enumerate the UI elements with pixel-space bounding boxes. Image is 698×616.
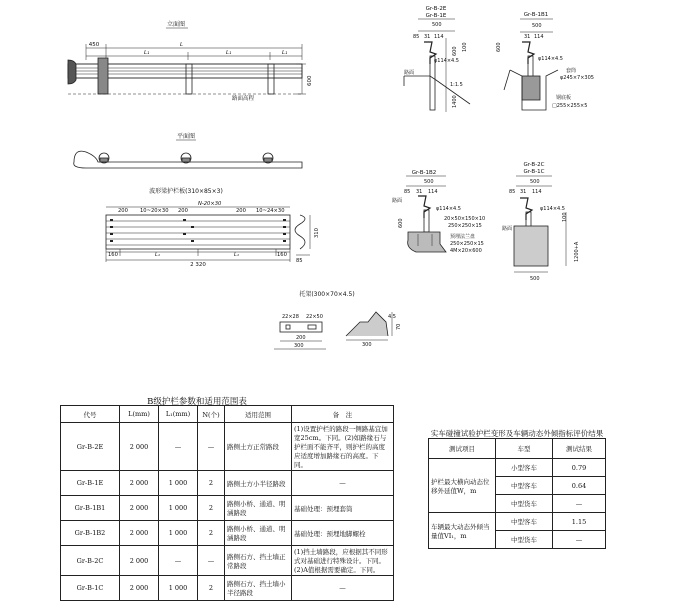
panel-title: 波形梁护栏板(310×85×3) [149, 188, 223, 195]
table-cell: — [198, 546, 225, 576]
table-cell: 中型货车 [496, 495, 553, 513]
table-cell: — [553, 495, 606, 513]
table-cell: 2 [198, 576, 225, 601]
sec-1b2-bolt: 4M×20×600 [450, 248, 482, 254]
table-row [61, 496, 394, 521]
panel-slot: N-20×30 [198, 201, 222, 207]
table2-header: 测试结果 [553, 439, 606, 459]
table-cell: 小型客车 [496, 459, 553, 477]
table-cell: 基础处理：预埋套筒 [292, 496, 394, 521]
panel-L1-a: L₁ [155, 252, 160, 258]
table2-header: 车型 [496, 439, 553, 459]
sec-1b2-dim-500: 500 [424, 179, 434, 185]
table-cell: Gr-B-1C [61, 576, 120, 601]
dim-L1-a: L₁ [144, 50, 150, 56]
panel-total: 2 320 [190, 262, 206, 268]
section-2e-drawing [404, 19, 470, 112]
table-row [429, 459, 606, 477]
table1-header: 代号 [61, 406, 120, 423]
table-cell: 1 000 [159, 471, 198, 496]
sec-2e-title1: Gr-B-2E [425, 6, 447, 12]
plan-view [74, 151, 302, 168]
table-cell: Gr-B-1E [61, 471, 120, 496]
table-cell: Gr-B-1B1 [61, 496, 120, 521]
table-cell: — [292, 576, 394, 601]
sec-1b2-dim-85: 85 [404, 189, 411, 195]
table1-header-row [61, 406, 394, 423]
section-1b2-drawing [406, 176, 446, 252]
sec-2c-dim-500a: 500 [530, 179, 540, 185]
table-cell: 中型货车 [496, 531, 553, 549]
table2-header-row [429, 439, 606, 459]
table-cell: 2 000 [120, 496, 159, 521]
table-cell: 2 [198, 521, 225, 546]
table-cell: 路侧土方小半径路段 [225, 471, 292, 496]
panel-dim-310: 310 [314, 228, 320, 238]
panel-L1-b: L₁ [234, 252, 239, 258]
sec-1b2-flange: 20×50×150×10 [444, 216, 486, 222]
sec-1b2-road: 路面 [392, 198, 403, 204]
dim-L1-b: L₁ [226, 50, 232, 56]
table-cell: 2 000 [120, 521, 159, 546]
beam-dim-45: 4.5 [388, 314, 396, 320]
table-cell: 1 000 [159, 521, 198, 546]
dim-600: 600 [307, 75, 313, 86]
table-cell: 2 000 [120, 471, 159, 496]
table-cell: 路侧小桥、通道、明涵路段 [225, 496, 292, 521]
table-cell: — [159, 546, 198, 576]
sec-1b1-plate-size: □255×255×5 [552, 103, 588, 109]
panel-dim-200b: 200 [178, 208, 188, 214]
table-cell: 2 [198, 496, 225, 521]
sec-1b1-pipe: φ114×4.5 [538, 56, 563, 62]
sec-2c-dim-1200: 1200+A [574, 241, 580, 262]
road-elevation-label: 路面高程 [232, 96, 255, 102]
sec-2c-dim-114: 114 [532, 189, 542, 195]
beam-dim-300b: 300 [362, 342, 372, 348]
sec-1b1-dim-600: 600 [496, 42, 502, 52]
sec-1b2-pipe: φ114×4.5 [436, 206, 461, 212]
sec-2e-dim-114: 114 [434, 34, 444, 40]
sec-1b1-dim-500: 500 [532, 23, 542, 29]
table-cell: — [159, 423, 198, 471]
table-cell: (1)挡土墙路段，应根据其不同形式对基础进行特殊设计。下同。(2)A值根据需要确定。下同。 [292, 546, 394, 576]
beam-dim-70: 70 [396, 323, 402, 330]
table-row [61, 423, 394, 471]
panel-dim-200a: 200 [118, 208, 128, 214]
sec-1b2-title: Gr-B-1B2 [411, 170, 437, 176]
sec-2c-title1: Gr-B-2C [523, 162, 545, 168]
table-cell: 2 000 [120, 576, 159, 601]
sec-1b1-sleeve-size: φ245×7×305 [560, 75, 594, 81]
sec-2e-dim-100: 100 [462, 42, 468, 52]
table-cell: — [198, 423, 225, 471]
sec-2c-dim-100: 100 [562, 212, 568, 222]
table-cell: 1 000 [159, 496, 198, 521]
sec-2c-road: 路面 [502, 226, 513, 232]
sec-2c-title2: Gr-B-1C [523, 169, 545, 175]
sec-1b2-dim-114: 114 [428, 189, 438, 195]
elevation-title: 立面图 [166, 21, 186, 28]
sec-2e-dim-600: 600 [452, 46, 458, 56]
sec-1b1-plate: 钢底板 [556, 95, 572, 101]
sec-1b1-title: Gr-B-1B1 [523, 12, 549, 18]
plan-title: 平面图 [176, 133, 196, 140]
sec-1b1-sleeve: 套筒 [566, 68, 577, 74]
table1-header: N(个) [198, 406, 225, 423]
crash-test-table [428, 438, 606, 549]
table-cell: 1.15 [553, 513, 606, 531]
sec-1b2-flange2: 250×250×15 [448, 223, 482, 229]
table2-group-cell: 车辆最大动态外倾当量值VI₁，m [429, 513, 496, 549]
sec-2e-dim-1400: 1400 [452, 95, 458, 108]
table-cell: 基础处理：预埋地脚螺栓 [292, 521, 394, 546]
table-cell: 中型客车 [496, 477, 553, 495]
table-cell: 路侧小桥、通道、明涵路段 [225, 521, 292, 546]
sec-1b2-dim-600: 600 [398, 218, 404, 228]
table2-header: 测试项目 [429, 439, 496, 459]
table-row [61, 471, 394, 496]
table-cell: 路侧石方、挡土墙正常路段 [225, 546, 292, 576]
sec-1b2-anchor2: 250×250×15 [450, 241, 484, 247]
beam-slot-2: 22×50 [306, 314, 323, 320]
table2-group-cell: 护栏最大横向动态位移外延值W，m [429, 459, 496, 513]
table1-header: L₁(mm) [159, 406, 198, 423]
sec-2c-dim-500b: 500 [530, 276, 540, 282]
table-cell: (1)设置护栏的路段一侧路基宜加宽25cm。下同。(2)如路缘石与护栏面不能齐平，则护栏的高度应适度增加路缘石的高度。下同。 [292, 423, 394, 471]
sec-2e-dim-85: 85 [413, 34, 420, 40]
sec-2e-dim-31: 31 [424, 34, 431, 40]
beam-dim-300a: 300 [294, 343, 304, 349]
beam-title: 托架(300×70×4.5) [299, 291, 355, 298]
table2-caption: 实车碰撞试验护栏变形及车辆动态外倾指标评价结果 [430, 429, 604, 438]
table-cell: 2 000 [120, 546, 159, 576]
table1-header: 备 注 [292, 406, 394, 423]
table-cell: Gr-B-2C [61, 546, 120, 576]
panel-dim-85: 85 [296, 258, 303, 264]
table-cell: 0.64 [553, 477, 606, 495]
table-row [61, 546, 394, 576]
panel-holes-2: 10~24×30 [256, 208, 285, 214]
parameter-table [60, 405, 394, 601]
panel-dim-160b: 160 [277, 252, 287, 258]
dim-L1-c: L₁ [282, 50, 288, 56]
table1-header: L(mm) [120, 406, 159, 423]
beam-dim-200: 200 [296, 335, 306, 341]
table-cell: 2 [198, 471, 225, 496]
sec-2c-dim-31: 31 [520, 189, 527, 195]
sec-2e-pipe: φ114×4.5 [434, 58, 459, 64]
beam-slot-1: 22×28 [282, 314, 299, 320]
table-cell: Gr-B-1B2 [61, 521, 120, 546]
sec-1b2-dim-31: 31 [416, 189, 423, 195]
table-row [61, 576, 394, 601]
table1-caption: B级护栏参数和适用范围表 [147, 397, 247, 407]
panel-holes-1: 10~20×30 [140, 208, 169, 214]
table-row [429, 513, 606, 531]
table-cell: 1 000 [159, 576, 198, 601]
elevation-view [68, 44, 306, 94]
table-cell: 2 000 [120, 423, 159, 471]
dim-L: L [180, 42, 184, 48]
sec-2e-dim-500: 500 [432, 22, 442, 28]
table-cell: — [292, 471, 394, 496]
sec-1b2-anchor: 预埋法兰盘 [450, 234, 476, 240]
table-cell: — [553, 531, 606, 549]
panel-dim-200c: 200 [236, 208, 246, 214]
table-cell: 路侧土方正常路段 [225, 423, 292, 471]
sec-2e-slope: 1:1.5 [450, 82, 463, 88]
table-cell: 中型客车 [496, 513, 553, 531]
sec-2e-title2: Gr-B-1E [425, 13, 447, 19]
sec-2c-dim-85: 85 [509, 189, 516, 195]
table1-header: 适用范围 [225, 406, 292, 423]
sec-1b1-dim-31: 31 [524, 34, 531, 40]
table-row [61, 521, 394, 546]
sec-2c-pipe: φ114×4.5 [540, 206, 565, 212]
sec-2e-road: 路面 [404, 70, 415, 76]
table-cell: Gr-B-2E [61, 423, 120, 471]
sec-1b1-dim-114: 114 [534, 34, 544, 40]
panel-dim-160a: 160 [108, 252, 118, 258]
table-cell: 路侧石方、挡土墙小半径路段 [225, 576, 292, 601]
section-1b1-drawing [504, 19, 558, 110]
table-cell: 0.79 [553, 459, 606, 477]
dim-450: 450 [88, 42, 100, 48]
